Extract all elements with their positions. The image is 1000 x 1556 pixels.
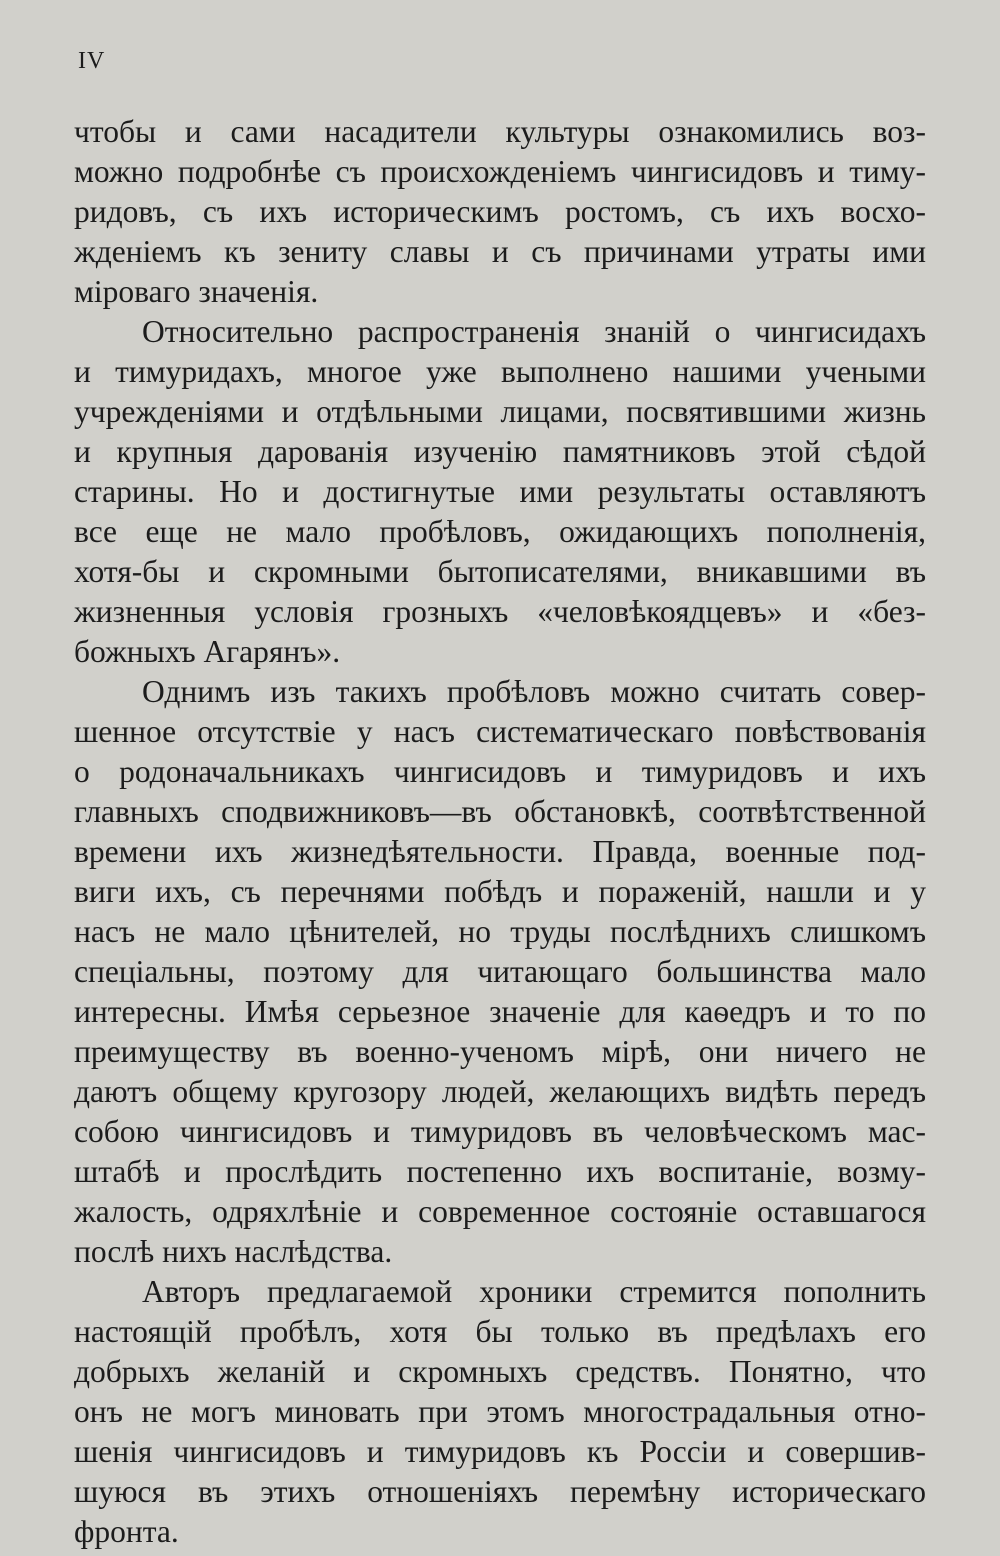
text-line: Авторъ предлагаемой хроники стремится пополнить bbox=[142, 1274, 926, 1309]
text-line: собою чингисидовъ и тимуридовъ въ человѣческомъ мас- bbox=[74, 1114, 926, 1149]
text-line: Относительно распространенія знаній о чингисидахъ bbox=[142, 314, 926, 349]
text-line: послѣ нихъ наслѣдства. bbox=[74, 1234, 393, 1269]
text-line: Однимъ изъ такихъ пробѣловъ можно считать совер- bbox=[142, 674, 926, 709]
text-line: и крупныя дарованія изученію памятниковъ этой сѣдой bbox=[74, 434, 926, 469]
text-line: о родоначальникахъ чингисидовъ и тимуридовъ и ихъ bbox=[74, 754, 926, 789]
text-line: интересны. Имѣя серьезное значеніе для каѳедръ и то по bbox=[74, 994, 926, 1029]
text-line: божныхъ Агарянъ». bbox=[74, 634, 341, 669]
text-line: шуюся въ этихъ отношеніяхъ перемѣну историческаго bbox=[74, 1474, 926, 1509]
text-line: жалость, одряхлѣніе и современное состояніе оставшагося bbox=[74, 1194, 926, 1229]
text-line: міроваго значенія. bbox=[74, 274, 319, 309]
text-line: спеціальны, поэтому для читающаго большинства мало bbox=[74, 954, 926, 989]
text-line: главныхъ сподвижниковъ—въ обстановкѣ, соотвѣтственной bbox=[74, 794, 926, 829]
text-line: преимуществу въ военно-ученомъ мірѣ, они ничего не bbox=[74, 1034, 926, 1069]
text-line: шенное отсутствіе у насъ систематическаго повѣствованія bbox=[74, 714, 926, 749]
text-line: старины. Но и достигнутые ими результаты оставляютъ bbox=[74, 474, 926, 509]
text-line: учрежденіями и отдѣльными лицами, посвятившими жизнь bbox=[74, 394, 926, 429]
page-number: IV bbox=[78, 48, 106, 74]
text-line: времени ихъ жизнедѣятельности. Правда, военные под- bbox=[74, 834, 926, 869]
paragraph-1 bbox=[74, 112, 926, 312]
text-line: и тимуридахъ, многое уже выполнено нашими учеными bbox=[74, 354, 926, 389]
body-text bbox=[74, 112, 926, 1552]
text-line: можно подробнѣе съ происхожденіемъ чингисидовъ и тиму- bbox=[74, 154, 926, 189]
text-line: жизненныя условія грозныхъ «человѣкоядцевъ» и «без- bbox=[74, 594, 926, 629]
paragraph-3 bbox=[74, 672, 926, 1272]
text-line: настоящій пробѣлъ, хотя бы только въ предѣлахъ его bbox=[74, 1314, 926, 1349]
text-line: все еще не мало пробѣловъ, ожидающихъ пополненія, bbox=[74, 514, 926, 549]
text-line: фронта. bbox=[74, 1514, 179, 1549]
text-line: штабѣ и прослѣдить постепенно ихъ воспитаніе, возму- bbox=[74, 1154, 926, 1189]
text-line: насъ не мало цѣнителей, но труды послѣднихъ слишкомъ bbox=[74, 914, 926, 949]
paragraph-4 bbox=[74, 1272, 926, 1552]
text-line: виги ихъ, съ перечнями побѣдъ и пораженій, нашли и у bbox=[74, 874, 926, 909]
text-line: добрыхъ желаній и скромныхъ средствъ. Понятно, что bbox=[74, 1354, 926, 1389]
text-line: шенія чингисидовъ и тимуридовъ къ Россіи и совершив- bbox=[74, 1434, 926, 1469]
text-line: онъ не могъ миновать при этомъ многострадальныя отно- bbox=[74, 1394, 926, 1429]
text-line: жденіемъ къ зениту славы и съ причинами утраты ими bbox=[74, 234, 926, 269]
text-line: даютъ общему кругозору людей, желающихъ видѣть передъ bbox=[74, 1074, 926, 1109]
text-line: ридовъ, съ ихъ историческимъ ростомъ, съ ихъ восхо- bbox=[74, 194, 926, 229]
paragraph-2 bbox=[74, 312, 926, 672]
text-line: хотя-бы и скромными бытописателями, вникавшими въ bbox=[74, 554, 926, 589]
text-line: чтобы и сами насадители культуры ознакомились воз- bbox=[74, 114, 926, 149]
